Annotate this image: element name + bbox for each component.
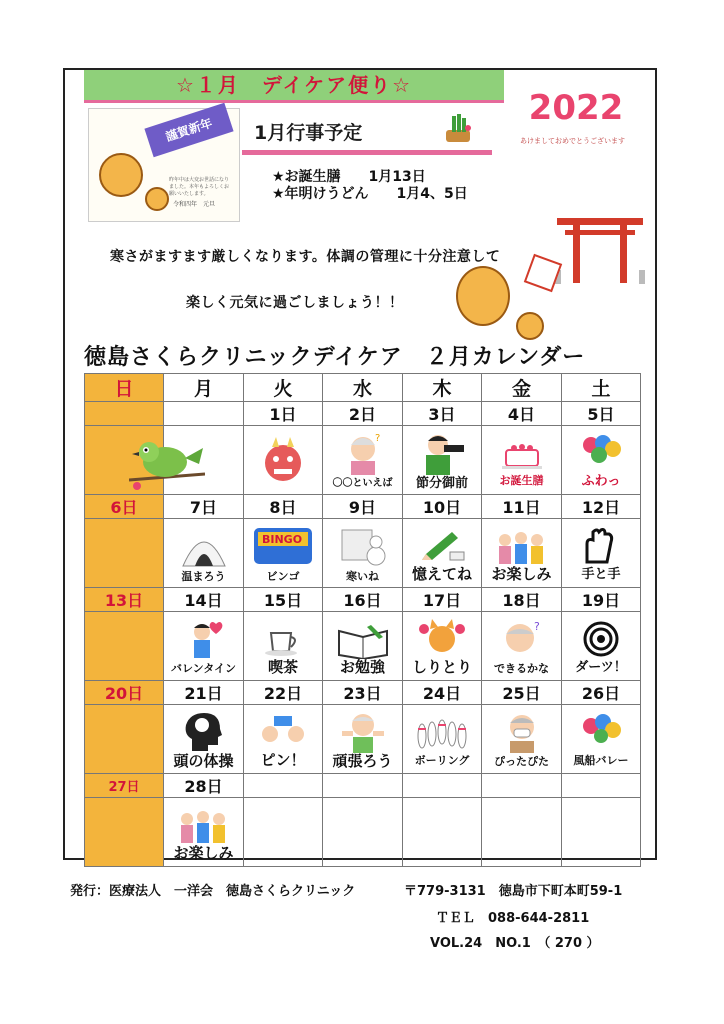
activity-row [85,612,641,681]
torii-gate-icon [555,214,645,284]
calendar-table [84,373,641,867]
pin-quiz-icon [258,712,308,752]
activity-label: 温まろう [181,569,226,583]
tiger-icon [456,266,510,326]
date-cell: 8日 [244,495,323,519]
event-item: ★年明けうどん 1月4、5日 [272,186,468,202]
activity-cell [323,798,403,867]
balloons-icon [579,433,623,473]
darts-icon [581,619,621,659]
activity-cell [323,705,403,774]
date-cell: 6日 [85,495,164,519]
activity-cell [403,798,482,867]
date-cell: 13日 [85,588,164,612]
activity-cell [85,612,164,681]
birthday-cake-icon [500,434,544,472]
tiger-icon [99,153,143,197]
activity-cell [403,519,482,588]
tiger-cub-icon [145,187,169,211]
activity-label: お誕生膳 [499,473,544,487]
activity-cell [403,612,482,681]
weekday-thursday: 木 [403,374,482,402]
activity-cell [244,612,323,681]
date-cell: 9日 [323,495,403,519]
greeting-date: 令和四年 元旦 [173,201,216,208]
activity-label: 〇〇といえば [332,477,393,489]
activity-cell [164,612,244,681]
greeting-note: 昨年中は大変お世話になりました。本年もよろしくお願いいたします。 [169,177,230,197]
activity-cell [482,519,562,588]
activity-row [85,705,641,774]
title-underline [84,100,504,103]
date-cell [482,774,562,798]
weekday-friday: 金 [482,374,562,402]
activity-cell [323,519,403,588]
tiger-cub-icon [516,312,544,340]
newsletter-title: ☆１月 デイケア便り☆ [175,73,413,97]
weekday-wednesday: 水 [323,374,403,402]
activity-label: 頭の体操 [173,751,234,770]
date-cell: 3日 [403,402,482,426]
weekday-sunday: 日 [85,374,164,402]
activity-cell [482,426,562,495]
activity-cell [85,519,164,588]
activity-cell [482,798,562,867]
activity-label: しりとり [411,657,472,676]
activity-cell [85,426,164,495]
exercise-grandpa-icon [340,711,386,753]
group-fun-icon [495,526,549,566]
activity-label: 風船バレー [573,753,629,767]
new-year-card [88,108,240,222]
activity-cell [164,705,244,774]
date-cell: 14日 [164,588,244,612]
activity-label: お楽しみ [173,843,234,862]
activity-cell [85,705,164,774]
svg-text:?: ? [533,619,540,633]
activity-label: 手と手 [581,566,621,582]
activity-label: ダーツ！ [575,659,627,675]
date-row [85,495,641,519]
activity-row [85,798,641,867]
event-item: ★お誕生膳 1月13日 [272,169,426,185]
year-card-caption: あけましておめでとうございます [520,137,625,145]
activity-cell [562,519,641,588]
masked-grandma-icon [500,711,544,753]
activity-cell [323,426,403,495]
events-heading: 1月行事予定 [254,122,363,144]
date-cell: 19日 [562,588,641,612]
kadomatsu-icon [438,114,478,144]
date-cell: 26日 [562,681,641,705]
date-cell: 1日 [244,402,323,426]
activity-cell [244,798,323,867]
activity-cell [562,612,641,681]
activity-cell [482,705,562,774]
weekday-tuesday: 火 [244,374,323,402]
activity-label: 頑張ろう [332,751,393,770]
activity-label: ビンゴ [266,569,300,583]
hand-icon [579,526,623,566]
date-cell: 10日 [403,495,482,519]
activity-cell [562,426,641,495]
date-row [85,681,641,705]
brain-icon [182,711,226,753]
balloons-icon [579,712,623,752]
date-cell: 21日 [164,681,244,705]
date-row [85,774,641,798]
activity-cell [403,705,482,774]
weekday-monday: 月 [164,374,244,402]
kamakura-icon [179,524,229,568]
activity-cell [164,519,244,588]
group-fun-icon [177,805,231,845]
date-cell: 25日 [482,681,562,705]
activity-cell [164,426,244,495]
tel-info: ＴＥＬ 088-644-2811 [436,911,590,926]
date-row [85,402,641,426]
date-cell: 7日 [164,495,244,519]
date-cell: 23日 [323,681,403,705]
weekday-saturday: 土 [562,374,641,402]
activity-label: バレンタイン [170,661,237,675]
coffee-icon [261,619,305,659]
date-cell [323,774,403,798]
address-info: 〒779-3131 徳島市下町本町59-1 [404,884,623,899]
message-line-1: 寒さがますます厳しくなります。体調の管理に十分注意して [110,249,501,265]
bingo-icon [252,524,314,568]
activity-cell [323,612,403,681]
activity-label: できるかな [494,661,549,675]
pencil-icon [416,526,468,566]
date-cell [164,402,244,426]
activity-label: お楽しみ [491,564,552,583]
activity-cell [403,426,482,495]
svg-text:?: ? [374,432,380,444]
date-cell [403,774,482,798]
date-cell [562,774,641,798]
year-2022-card: 2022 [528,88,624,128]
date-row [85,588,641,612]
date-cell: 20日 [85,681,164,705]
weekday-header-row [85,374,641,402]
activity-cell [562,705,641,774]
date-cell: 11日 [482,495,562,519]
date-cell: 17日 [403,588,482,612]
activity-label: ふわっ [581,473,621,489]
activity-cell [164,798,244,867]
date-cell: 4日 [482,402,562,426]
bowling-icon [414,712,470,752]
activity-cell [85,798,164,867]
svg-text:BINGO: BINGO [262,532,303,546]
activity-label: 憶えてね [411,564,472,583]
activity-label: 寒いね [346,569,379,583]
thinking-grandma-icon [343,431,383,475]
date-cell: 12日 [562,495,641,519]
date-cell: 18日 [482,588,562,612]
date-cell: 22日 [244,681,323,705]
activity-cell [244,519,323,588]
oni-demon-icon [260,437,306,485]
activity-label: ボーリング [414,753,470,767]
date-cell [244,774,323,798]
snowman-icon [338,524,388,568]
activity-row [85,519,641,588]
date-cell: 28日 [164,774,244,798]
book-icon [335,619,391,659]
activity-label: 喫茶 [267,657,298,676]
activity-cell [562,798,641,867]
date-cell: 5日 [562,402,641,426]
activity-cell [482,612,562,681]
publisher-info: 発行：医療法人 一洋会 徳島さくらクリニック [70,884,356,899]
message-line-2: 楽しく元気に過ごしましょう！！ [186,295,404,311]
date-cell [85,402,164,426]
calendar-title: 徳島さくらクリニックデイケア ２月カレンダー [84,345,586,370]
date-cell: 16日 [323,588,403,612]
kitsune-icon [418,619,466,659]
activity-cell [244,426,323,495]
activity-cell [244,705,323,774]
events-heading-banner [242,112,492,155]
volume-info: VOL.24 NO.1 （ 270 ） [430,936,600,951]
activity-label: ぴったぴた [494,754,549,768]
date-cell: 2日 [323,402,403,426]
greeting-seal: 謹賀新年 [144,103,233,157]
activity-row [85,426,641,495]
activity-label: お勉強 [339,657,385,676]
activity-label: 節分御前 [415,475,468,491]
valentine-icon [182,618,226,660]
eho-maki-icon [420,431,464,475]
date-cell: 27日 [85,774,164,798]
date-cell: 24日 [403,681,482,705]
activity-label: ピン！ [260,750,306,769]
date-cell: 15日 [244,588,323,612]
thinking-grandpa-icon [500,618,544,660]
